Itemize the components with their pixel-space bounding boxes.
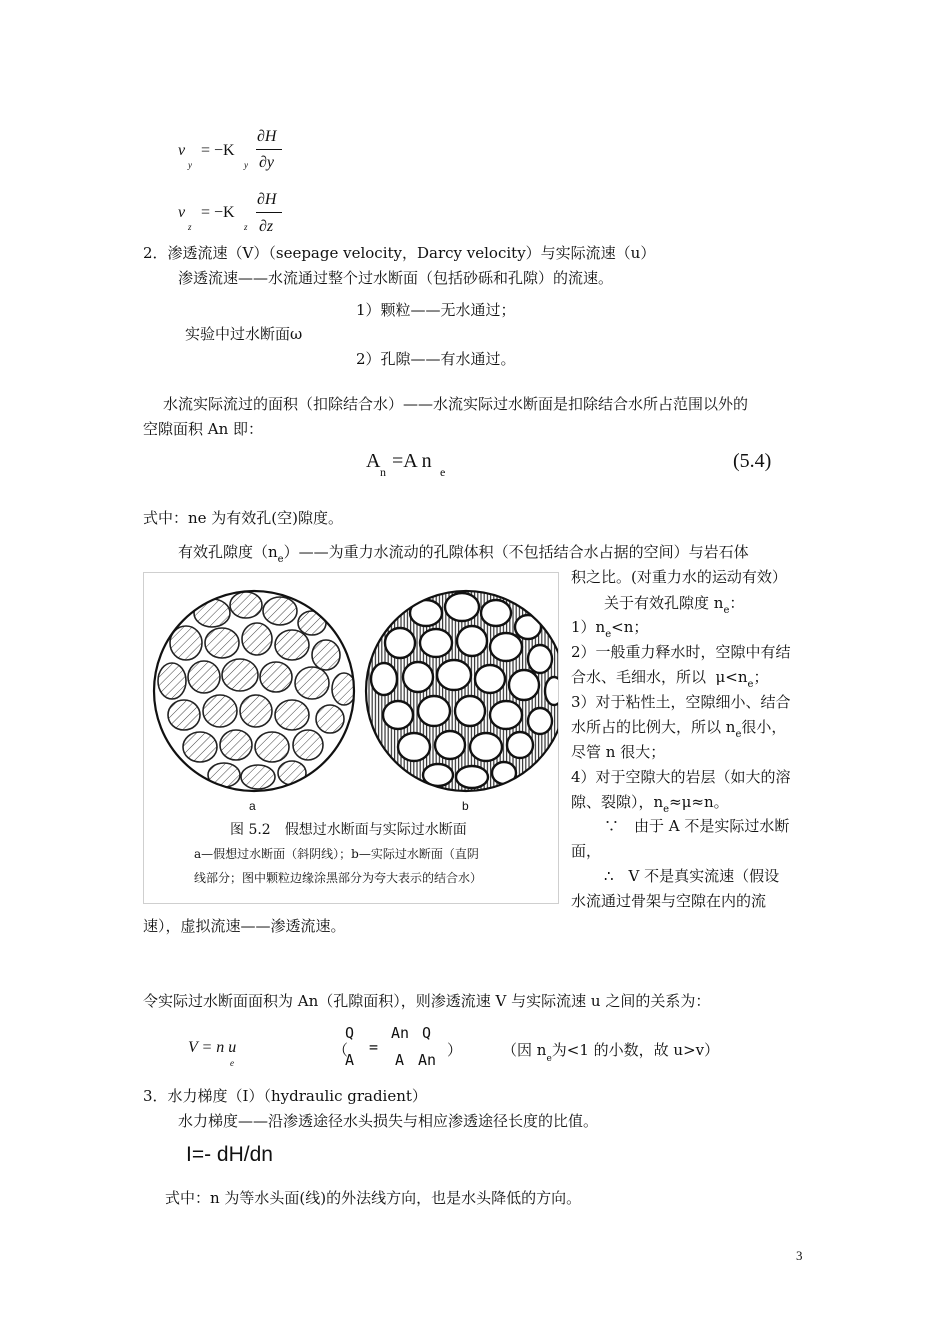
relation-note-b: 为<1 的小数，故 u>v）: [551, 1041, 720, 1059]
figure-caption-line-2: 线部分；图中颗粒边缘涂黑部分为夸大表示的结合水）: [194, 871, 483, 885]
note-1-b: <n；: [611, 618, 649, 636]
relation-paren-close: ）: [447, 1041, 463, 1059]
eq54-sub-e: e: [440, 465, 446, 479]
because-line-1: ∵ 由于 A 不是实际过水断: [604, 817, 790, 835]
eq-vz-v: v: [178, 204, 186, 221]
eq-vy-denominator: ∂y: [259, 154, 275, 171]
eq-vy-v: v: [178, 142, 186, 159]
ne-def-part-a: 有效孔隙度（n: [178, 543, 278, 561]
fraction-3-num: Q: [422, 1024, 432, 1042]
note-3-line-2: [571, 717, 786, 745]
cross-section-label: 实验中过水断面ω: [185, 325, 303, 343]
ne-def-sub: e: [277, 554, 284, 565]
fraction-1-num: Q: [345, 1024, 355, 1042]
actual-area-line-2: 空隙面积 An 即：: [143, 420, 264, 438]
relation-note-a: （因 n: [502, 1041, 547, 1059]
eq54-A: A: [366, 450, 381, 472]
therefore-line-1: ∴ V 不是真实流速（假设: [604, 867, 780, 885]
eq-vy-eq: = −K: [201, 142, 235, 159]
eq-vz-ksub: z: [244, 222, 248, 232]
fraction-2-den: A: [395, 1051, 405, 1069]
page-number: 3: [796, 1248, 803, 1263]
figure-a-grains: [144, 573, 374, 813]
note-2-a: 合水、毛细水，所以 μ<n: [571, 668, 748, 686]
note-3-b: 很小，: [741, 718, 787, 736]
because-line-2: 面，: [571, 842, 602, 860]
note-3-a: 水所占的比例大，所以 n: [571, 718, 736, 736]
eq-vz-vsub: z: [188, 222, 192, 232]
section-2-heading: 2．渗透流速（V）（seepage velocity，Darcy velocity）与实际流速（u）: [143, 244, 656, 262]
eq-vy-numerator: ∂H: [257, 128, 277, 145]
eq-vz-fraction-bar: [256, 212, 282, 213]
figure-label-b: b: [462, 799, 469, 813]
effective-porosity-definition-cont: 积之比。(对重力水的运动有效）: [571, 568, 787, 586]
cross-section-item-2: 2）孔隙——有水通过。: [356, 350, 516, 368]
note-1-sub: e: [605, 629, 612, 640]
note-3-sub: e: [735, 729, 742, 740]
eq-vz-denominator: ∂z: [259, 218, 274, 235]
virtual-velocity-line: 速），虚拟流速——渗透流速。: [143, 917, 346, 935]
note-2-sub: e: [747, 679, 754, 690]
eq-vz-eq: = −K: [201, 204, 235, 221]
actual-area-line-1: 水流实际流过的面积（扣除结合水）——水流实际过水断面是扣除结合水所占范围以外的: [163, 395, 749, 413]
about-a: 关于有效孔隙度 n: [604, 594, 724, 612]
relation-equals: =: [369, 1038, 379, 1056]
hydraulic-gradient-note: 式中：n 为等水头面(线)的外法线方向，也是水头降低的方向。: [165, 1189, 582, 1207]
figure-caption-title: 图 5.2 假想过水断面与实际过水断面: [230, 822, 467, 838]
fraction-2-num: An: [391, 1024, 410, 1042]
hydraulic-gradient-formula: I=- dH/dn: [186, 1143, 273, 1166]
note-4-b: ≈μ≈n。: [669, 793, 729, 811]
note-4-a: 隙、裂隙），n: [571, 793, 664, 811]
figure-label-a: a: [249, 799, 256, 813]
ne-def-part-b: ）——为重力水流动的孔隙体积（不包括结合水占据的空间）与岩石体: [283, 543, 749, 561]
note-1: [571, 617, 648, 645]
relation-intro: 令实际过水断面面积为 An（孔隙面积），则渗透流速 V 与实际流速 u 之间的关系为：: [143, 992, 711, 1010]
fraction-3-den: An: [418, 1051, 437, 1069]
note-3-line-1: 3）对于粘性土，空隙细小、结合: [571, 693, 791, 711]
hydraulic-gradient-definition: 水力梯度——沿渗透途径水头损失与相应渗透途径长度的比值。: [178, 1112, 599, 1130]
note-2-line-1: 2）一般重力释水时，空隙中有结: [571, 643, 791, 661]
figure-caption-line-1: a—假想过水断面（斜阴线）；b—实际过水断面（直阴: [194, 847, 479, 861]
eq54-sub-n: n: [380, 465, 386, 479]
eq-vz-numerator: ∂H: [257, 191, 277, 208]
ne-note: 式中：ne 为有效孔(空)隙度。: [143, 509, 344, 527]
seepage-velocity-definition: 渗透流速——水流通过整个过水断面（包括砂砾和孔隙）的流速。: [178, 269, 614, 287]
note-2-line-2: [571, 667, 768, 695]
section-3-heading: 3．水力梯度（I）（hydraulic gradient）: [143, 1087, 427, 1105]
note-3-line-3: 尽管 n 很大；: [571, 743, 666, 761]
effective-porosity-definition: [178, 542, 749, 570]
note-1-a: 1）n: [571, 618, 606, 636]
relation-paren-open: （: [333, 1041, 349, 1059]
relation-lhs-sub: e: [230, 1058, 234, 1068]
fraction-1-den: A: [345, 1051, 355, 1069]
note-4-sub: e: [663, 804, 670, 815]
note-2-b: ；: [753, 668, 769, 686]
figure-b-grains: [354, 573, 558, 813]
relation-lhs: V = n u: [188, 1039, 237, 1056]
eq-vy-ksub: y: [244, 160, 248, 170]
eq-vy-vsub: y: [188, 160, 192, 170]
therefore-line-2: 水流通过骨架与空隙在内的流: [571, 892, 767, 910]
relation-note-sub: e: [546, 1054, 552, 1064]
eq54-body: =A n: [387, 450, 432, 472]
about-b: ：: [729, 594, 745, 612]
cross-section-item-1: 1）颗粒——无水通过；: [356, 301, 516, 319]
about-sub: e: [723, 605, 730, 616]
note-4-line-1: 4）对于空隙大的岩层（如大的溶: [571, 768, 791, 786]
eq-vy-fraction-bar: [256, 149, 282, 150]
figure-5-2: [143, 572, 559, 904]
relation-note: [502, 1040, 719, 1069]
eq54-number: (5.4): [733, 450, 772, 472]
